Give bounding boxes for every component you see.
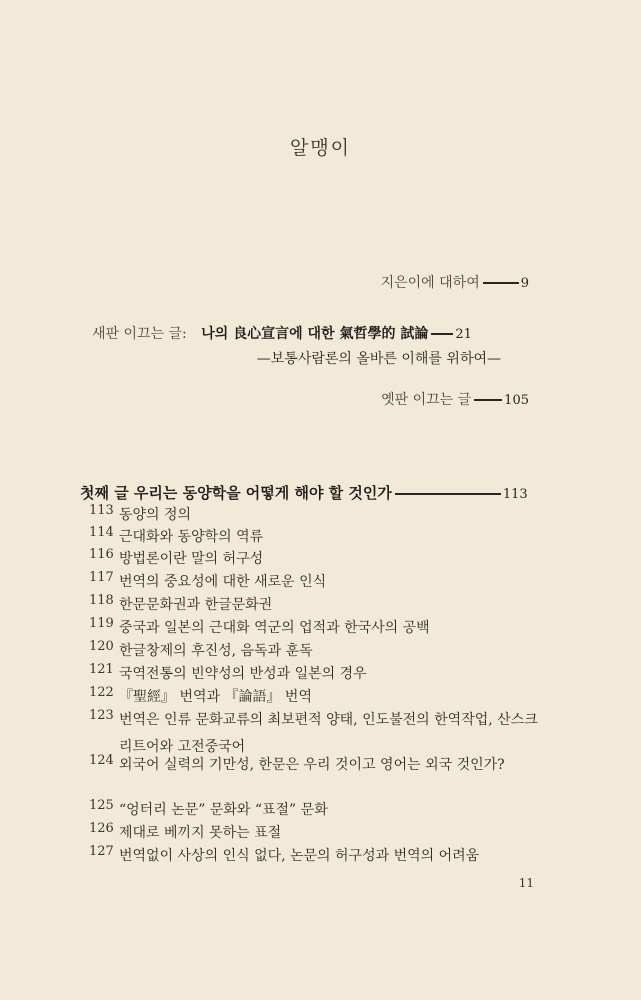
toc-new-preface-page: 21 xyxy=(455,327,472,342)
entry-text: 국역전통의 빈약성의 반성과 일본의 경우 xyxy=(119,666,367,682)
toc-new-preface-subtitle: —보통사람론의 올바른 이해를 위하여— xyxy=(256,351,501,367)
entry-number: 120 xyxy=(89,639,114,654)
chapter-heading xyxy=(80,482,540,503)
entry-text: 근대화와 동양학의 역류 xyxy=(119,529,264,545)
entry-text: “엉터리 논문” 문화와 “표절” 문화 xyxy=(119,802,328,818)
entry-number: 116 xyxy=(89,547,114,562)
entry-number: 123 xyxy=(89,708,114,723)
entry-text: 한글창제의 후진성, 음독과 훈독 xyxy=(119,643,313,659)
entry-text: 번역없이 사상의 인식 없다, 논문의 허구성과 번역의 어려움 xyxy=(119,848,480,864)
entry-number: 121 xyxy=(89,662,114,677)
page-title: 알맹이 xyxy=(289,137,352,159)
entry-number: 113 xyxy=(89,503,114,518)
leader-line xyxy=(483,282,519,284)
toc-entry xyxy=(89,843,549,870)
toc-author-note-page: 9 xyxy=(520,276,529,291)
entry-text: 중국과 일본의 근대화 역군의 업적과 한국사의 공백 xyxy=(119,620,430,636)
entry-number: 119 xyxy=(89,616,114,631)
entry-number: 127 xyxy=(89,844,114,859)
entry-number: 114 xyxy=(89,525,114,540)
toc-old-preface-page: 105 xyxy=(504,393,529,408)
entry-text: 제대로 베끼지 못하는 표절 xyxy=(119,825,282,841)
leader-line xyxy=(474,399,502,401)
toc-old-preface xyxy=(381,389,529,409)
entry-number: 118 xyxy=(89,593,114,608)
toc-new-preface-title: 나의 良心宣言에 대한 氣哲學的 試論 xyxy=(201,326,429,342)
entry-text: 번역의 중요성에 대한 새로운 인식 xyxy=(119,574,327,590)
entry-number: 117 xyxy=(89,570,114,585)
chapter-title: 첫째 글 우리는 동양학을 어떻게 해야 할 것인가 xyxy=(80,484,392,502)
toc-old-preface-label: 옛판 이끄는 글 xyxy=(381,392,472,408)
toc-author-note-label: 지은이에 대하여 xyxy=(380,275,480,291)
entry-number: 126 xyxy=(89,821,114,836)
toc-new-preface xyxy=(92,323,472,343)
entry-number: 122 xyxy=(89,685,114,700)
leader-line xyxy=(395,493,501,495)
page-number: 11 xyxy=(518,876,534,890)
entry-text: 번역은 인류 문화교류의 최보편적 양태, 인도불전의 한역작업, 산스크리트어와 고전중국어 xyxy=(119,712,538,755)
toc-entry xyxy=(89,752,549,779)
entry-text: 방법론이란 말의 허구성 xyxy=(119,551,264,567)
entry-text: 동양의 정의 xyxy=(119,507,192,523)
entry-text: 『聖經』 번역과 『論語』 번역 xyxy=(119,689,312,705)
toc-author-note xyxy=(381,272,529,292)
leader-line xyxy=(431,333,453,335)
entry-number: 125 xyxy=(89,798,114,813)
entry-text: 외국어 실력의 기만성, 한문은 우리 것이고 영어는 외국 것인가? xyxy=(119,757,505,773)
entry-number: 124 xyxy=(89,753,114,768)
chapter-page: 113 xyxy=(502,487,528,502)
toc-new-preface-label: 새판 이끄는 글: xyxy=(92,326,187,342)
entry-text: 한문문화권과 한글문화권 xyxy=(119,597,273,613)
